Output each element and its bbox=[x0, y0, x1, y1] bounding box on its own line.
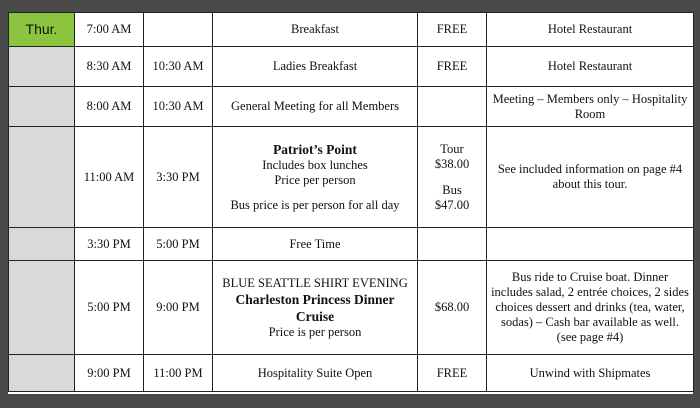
price-value: $47.00 bbox=[434, 197, 470, 212]
left-border-bar bbox=[0, 0, 8, 408]
event-detail: Bus price is per person for all day bbox=[230, 198, 400, 212]
bottom-border-bar bbox=[0, 394, 700, 408]
day-cell-empty bbox=[9, 355, 75, 392]
end-time: 9:00 PM bbox=[144, 261, 213, 355]
day-cell-empty bbox=[9, 87, 75, 127]
event-title: Charleston Princess Dinner Cruise bbox=[235, 291, 395, 324]
start-time: 8:30 AM bbox=[75, 47, 144, 87]
event-info bbox=[487, 228, 694, 261]
day-cell-empty bbox=[9, 127, 75, 228]
event-detail: Includes box lunches bbox=[262, 158, 368, 172]
day-label: Thur. bbox=[9, 13, 75, 47]
right-border-bar bbox=[693, 0, 700, 408]
event-title: Patriot’s Point bbox=[273, 142, 357, 157]
price-label: Tour bbox=[440, 141, 464, 156]
table-row bbox=[9, 47, 694, 87]
event-info: See included information on page #4 about this tour. bbox=[487, 127, 694, 228]
event-detail: BLUE SEATTLE SHIRT EVENING bbox=[222, 275, 408, 290]
table-row bbox=[9, 13, 694, 47]
end-time: 3:30 PM bbox=[144, 127, 213, 228]
event-name bbox=[213, 261, 418, 355]
price bbox=[418, 87, 487, 127]
event-detail: Price is per person bbox=[268, 324, 362, 339]
table-row bbox=[9, 228, 694, 261]
price: FREE bbox=[418, 47, 487, 87]
price: FREE bbox=[418, 13, 487, 47]
price: FREE bbox=[418, 355, 487, 392]
event-name: Free Time bbox=[213, 228, 418, 261]
end-time: 10:30 AM bbox=[144, 47, 213, 87]
start-time: 7:00 AM bbox=[75, 13, 144, 47]
event-detail: Price per person bbox=[274, 173, 356, 187]
event-name: General Meeting for all Members bbox=[213, 87, 418, 127]
start-time: 5:00 PM bbox=[75, 261, 144, 355]
event-info: Bus ride to Cruise boat. Dinner includes salad, 2 entrée choices, 2 sides choices dessert and drinks (tea, water, sodas) – Cash bar available as well. (see page #4) bbox=[487, 261, 694, 355]
day-cell-empty bbox=[9, 261, 75, 355]
top-border-bar bbox=[0, 0, 700, 12]
end-time: 10:30 AM bbox=[144, 87, 213, 127]
start-time: 11:00 AM bbox=[75, 127, 144, 228]
start-time: 9:00 PM bbox=[75, 355, 144, 392]
price bbox=[418, 228, 487, 261]
schedule-table bbox=[8, 12, 694, 392]
table-row bbox=[9, 355, 694, 392]
day-cell-empty bbox=[9, 47, 75, 87]
event-name bbox=[213, 127, 418, 228]
event-name: Ladies Breakfast bbox=[213, 47, 418, 87]
end-time: 5:00 PM bbox=[144, 228, 213, 261]
price bbox=[418, 127, 487, 228]
event-name: Breakfast bbox=[213, 13, 418, 47]
table-row bbox=[9, 87, 694, 127]
end-time: 11:00 PM bbox=[144, 355, 213, 392]
table-row bbox=[9, 261, 694, 355]
price: $68.00 bbox=[418, 261, 487, 355]
start-time: 3:30 PM bbox=[75, 228, 144, 261]
day-cell-empty bbox=[9, 228, 75, 261]
table-row bbox=[9, 127, 694, 228]
event-info: Hotel Restaurant bbox=[487, 13, 694, 47]
event-info: Meeting – Members only – Hospitality Room bbox=[487, 87, 694, 127]
event-name: Hospitality Suite Open bbox=[213, 355, 418, 392]
price-value: $38.00 bbox=[434, 156, 470, 171]
event-info: Unwind with Shipmates bbox=[487, 355, 694, 392]
end-time bbox=[144, 13, 213, 47]
event-info: Hotel Restaurant bbox=[487, 47, 694, 87]
start-time: 8:00 AM bbox=[75, 87, 144, 127]
price-label: Bus bbox=[442, 182, 462, 197]
